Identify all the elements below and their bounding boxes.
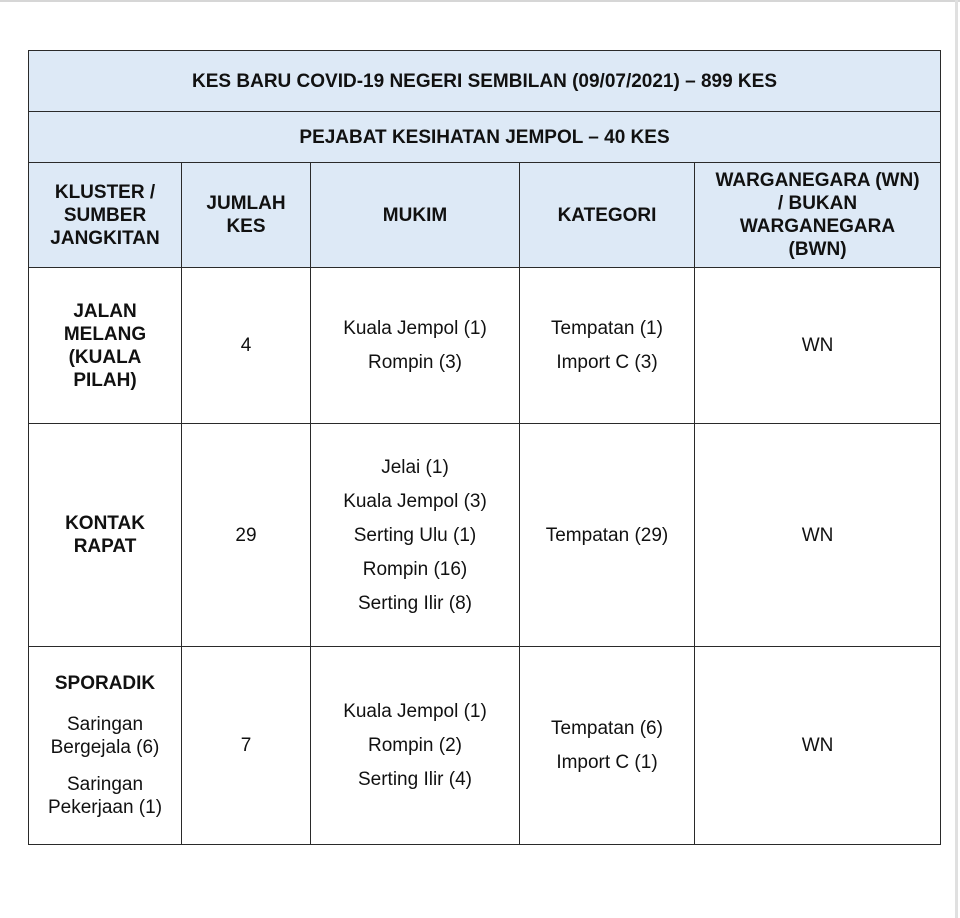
- kategori-item: Tempatan (29): [545, 524, 669, 546]
- cluster-subcategory: [33, 773, 177, 819]
- header-count: [182, 163, 311, 268]
- cluster-sub-line: Saringan: [66, 714, 144, 735]
- table-title: KES BARU COVID-19 NEGERI SEMBILAN (09/07/2021) – 899 KES: [29, 51, 941, 112]
- table-subtitle: PEJABAT KESIHATAN JEMPOL – 40 KES: [29, 112, 941, 163]
- count-cell: 4: [182, 268, 311, 424]
- kategori-item: Tempatan (6): [551, 718, 663, 739]
- header-citizenship-line: WARGANEGARA (WN): [715, 170, 920, 191]
- cluster-line: (KUALA: [68, 346, 142, 368]
- citizenship-cell: WN: [695, 268, 941, 424]
- cluster-line: PILAH): [73, 369, 137, 391]
- frame-right-border: [955, 0, 958, 918]
- mukim-item: Kuala Jempol (3): [343, 490, 487, 512]
- kategori-cell: [520, 268, 695, 424]
- mukim-item: Rompin (2): [368, 735, 462, 756]
- cluster-cell: [29, 647, 182, 845]
- mukim-item: Jelai (1): [381, 456, 449, 478]
- kategori-cell: [520, 424, 695, 647]
- frame-top-border: [0, 0, 960, 2]
- header-count-line: KES: [226, 216, 266, 237]
- mukim-item: Serting Ulu (1): [353, 524, 477, 546]
- header-cluster-line: KLUSTER /: [54, 181, 156, 203]
- cluster-line: MELANG: [63, 323, 147, 345]
- citizenship-cell: WN: [695, 647, 941, 845]
- covid-cases-table: [28, 50, 941, 845]
- cluster-line: JALAN: [73, 300, 137, 322]
- cluster-line: KONTAK: [65, 513, 145, 534]
- header-cluster-line: JANGKITAN: [50, 227, 160, 249]
- header-cluster: [29, 163, 182, 268]
- header-mukim: MUKIM: [311, 163, 520, 268]
- cluster-title: SPORADIK: [54, 673, 156, 694]
- mukim-cell: [311, 268, 520, 424]
- kategori-item: Import C (3): [556, 352, 658, 373]
- header-citizenship-line: (BWN): [788, 239, 847, 260]
- table-row: [29, 424, 941, 647]
- mukim-item: Serting Ilir (8): [357, 592, 473, 614]
- count-cell: 29: [182, 424, 311, 647]
- header-row: [29, 163, 941, 268]
- count-cell: 7: [182, 647, 311, 845]
- mukim-item: Kuala Jempol (1): [343, 318, 487, 339]
- kategori-cell: [520, 647, 695, 845]
- header-cluster-line: SUMBER: [63, 204, 147, 226]
- mukim-item: Kuala Jempol (1): [343, 701, 487, 722]
- cluster-sub-line: Bergejala (6): [50, 737, 160, 758]
- header-citizenship: [695, 163, 941, 268]
- cluster-sub-line: Pekerjaan (1): [47, 797, 163, 818]
- subtitle-row: [29, 112, 941, 163]
- mukim-cell: [311, 424, 520, 647]
- header-count-line: JUMLAH: [206, 193, 286, 214]
- mukim-item: Serting Ilir (4): [357, 769, 473, 790]
- cluster-cell: [29, 268, 182, 424]
- mukim-item: Rompin (3): [368, 352, 462, 373]
- cluster-line: RAPAT: [73, 536, 137, 557]
- cluster-subcategory: [33, 713, 177, 759]
- mukim-cell: [311, 647, 520, 845]
- mukim-item: Rompin (16): [362, 558, 468, 580]
- cluster-cell: [29, 424, 182, 647]
- header-citizenship-line: / BUKAN: [777, 193, 858, 214]
- kategori-item: Import C (1): [556, 752, 658, 773]
- table-row: [29, 647, 941, 845]
- cluster-sub-line: Saringan: [66, 774, 144, 795]
- title-row: [29, 51, 941, 112]
- kategori-item: Tempatan (1): [551, 318, 663, 339]
- header-kategori: KATEGORI: [520, 163, 695, 268]
- header-citizenship-line: WARGANEGARA: [739, 216, 896, 237]
- table-row: [29, 268, 941, 424]
- citizenship-cell: WN: [695, 424, 941, 647]
